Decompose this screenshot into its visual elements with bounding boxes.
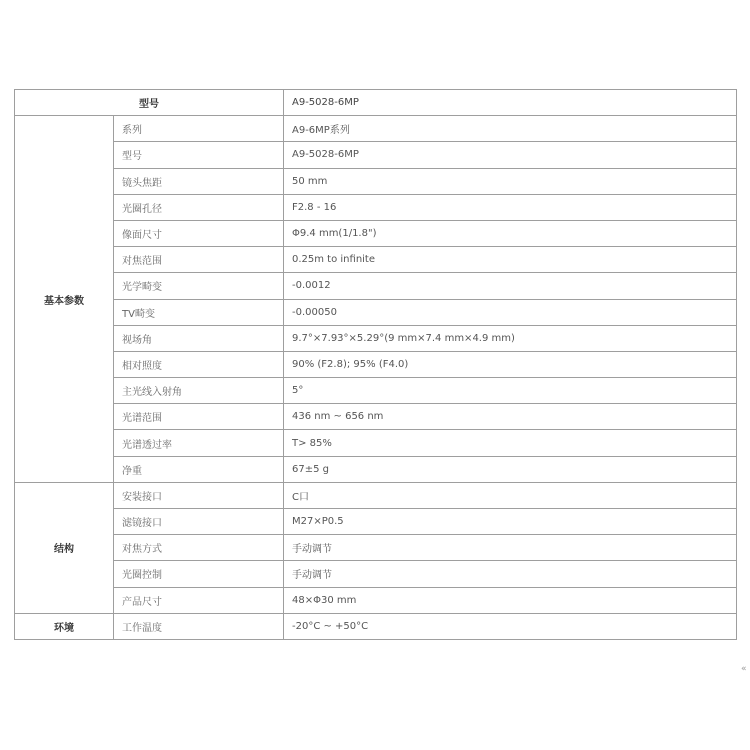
spec-table [14, 89, 737, 640]
param-value: 90% (F2.8); 95% (F4.0) [284, 351, 737, 377]
table-row [15, 220, 737, 246]
table-row [15, 404, 737, 430]
param-name: 安装接口 [114, 482, 284, 508]
table-row [15, 299, 737, 325]
table-row [15, 430, 737, 456]
table-row [15, 168, 737, 194]
corner-mark: « [741, 664, 747, 674]
table-row [15, 561, 737, 587]
param-name: 主光线入射角 [114, 378, 284, 404]
param-name: 滤镜接口 [114, 509, 284, 535]
param-value: 48×Φ30 mm [284, 587, 737, 613]
table-row [15, 351, 737, 377]
param-name: 光圈控制 [114, 561, 284, 587]
table-row [15, 325, 737, 351]
table-row [15, 273, 737, 299]
param-value: T> 85% [284, 430, 737, 456]
param-name: 光圈孔径 [114, 194, 284, 220]
param-name: 像面尺寸 [114, 220, 284, 246]
param-value: 50 mm [284, 168, 737, 194]
param-name: 对焦方式 [114, 535, 284, 561]
param-name: 产品尺寸 [114, 587, 284, 613]
table-row [15, 613, 737, 639]
param-value: 手动调节 [284, 561, 737, 587]
param-value: 67±5 g [284, 456, 737, 482]
group-label: 基本参数 [15, 116, 114, 483]
param-value: -20°C ~ +50°C [284, 613, 737, 639]
group-label: 环境 [15, 613, 114, 639]
param-value: A9-5028-6MP [284, 142, 737, 168]
param-name: 净重 [114, 456, 284, 482]
param-name: 对焦范围 [114, 247, 284, 273]
model-header-label: 型号 [15, 90, 284, 116]
param-name: 镜头焦距 [114, 168, 284, 194]
param-value: F2.8 - 16 [284, 194, 737, 220]
table-row [15, 378, 737, 404]
param-name: 光学畸变 [114, 273, 284, 299]
param-name: 工作温度 [114, 613, 284, 639]
param-value: Φ9.4 mm(1/1.8") [284, 220, 737, 246]
table-row [15, 247, 737, 273]
table-row [15, 456, 737, 482]
table-row [15, 509, 737, 535]
param-name: 光谱范围 [114, 404, 284, 430]
param-value: 手动调节 [284, 535, 737, 561]
param-value: 436 nm ~ 656 nm [284, 404, 737, 430]
param-name: 型号 [114, 142, 284, 168]
param-value: 5° [284, 378, 737, 404]
table-row [15, 194, 737, 220]
param-value: A9-6MP系列 [284, 116, 737, 142]
table-row [15, 587, 737, 613]
table-row [15, 142, 737, 168]
param-value: 0.25m to infinite [284, 247, 737, 273]
header-row [15, 90, 737, 116]
param-value: -0.00050 [284, 299, 737, 325]
param-name: 系列 [114, 116, 284, 142]
param-name: TV畸变 [114, 299, 284, 325]
table-row [15, 535, 737, 561]
spec-table-body [15, 90, 737, 640]
param-name: 视场角 [114, 325, 284, 351]
param-name: 光谱透过率 [114, 430, 284, 456]
group-label: 结构 [15, 482, 114, 613]
param-value: M27×P0.5 [284, 509, 737, 535]
param-name: 相对照度 [114, 351, 284, 377]
param-value: C口 [284, 482, 737, 508]
param-value: 9.7°×7.93°×5.29°(9 mm×7.4 mm×4.9 mm) [284, 325, 737, 351]
param-value: -0.0012 [284, 273, 737, 299]
table-row [15, 116, 737, 142]
table-row [15, 482, 737, 508]
model-header-value: A9-5028-6MP [284, 90, 737, 116]
